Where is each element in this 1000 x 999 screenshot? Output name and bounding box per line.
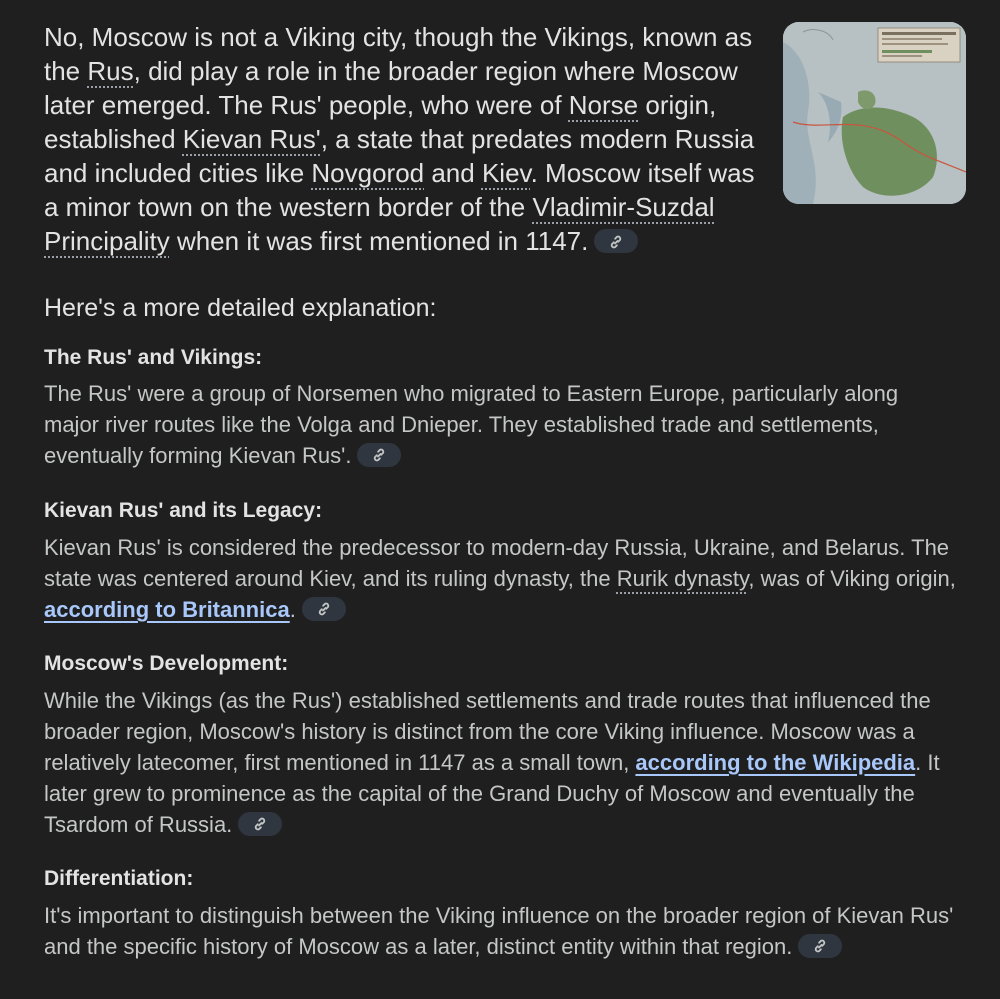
section-text: Kievan Rus' is considered the predecessor to modern-day Russia, Ukraine, and Belarus. The state was centered around Kiev, and its ruling dynasty, the — [44, 535, 950, 591]
section-body-moscow-development — [44, 685, 974, 840]
intro-text: and — [424, 158, 482, 188]
section-body-rus-vikings — [44, 378, 944, 471]
section-text: The Rus' were a group of Norsemen who migrated to Eastern Europe, particularly along major river routes like the Volga and Dnieper. They established trade and settlements, eventually forming Kievan Rus'. — [44, 381, 899, 468]
keyword-rus[interactable]: Rus — [87, 56, 134, 86]
source-link-chip[interactable] — [238, 812, 282, 836]
britannica-link[interactable]: according to Britannica — [44, 597, 290, 622]
section-body-differentiation — [44, 900, 964, 962]
section-body-kievan-legacy — [44, 532, 974, 625]
keyword-norse[interactable]: Norse — [568, 90, 639, 120]
link-icon — [812, 938, 828, 954]
keyword-novgorod[interactable]: Novgorod — [311, 158, 425, 188]
section-text: While the Vikings (as the Rus') established settlements and trade routes that influenced the broader region, Moscow's history is distinct from the core Viking influence. Moscow was a relatively latecomer, first mentioned in 1147 as a small town, — [44, 688, 931, 775]
answer-intro — [44, 20, 772, 258]
intro-text: , a state that predates modern Russia and included cities like — [44, 124, 755, 188]
intro-text: when it was first mentioned in 1147. — [169, 226, 589, 256]
section-text: . It later grew to prominence as the capital of the Grand Duchy of Moscow and eventually the Tsardom of Russia. — [44, 750, 940, 837]
section-title-differentiation: Differentiation: — [44, 867, 194, 890]
intro-text: No, Moscow is not a Viking city, though the Vikings, known as the — [44, 22, 753, 86]
link-icon — [371, 447, 387, 463]
section-title-moscow-development: Moscow's Development: — [44, 652, 289, 675]
map-thumbnail[interactable] — [783, 22, 966, 204]
section-lead: Here's a more detailed explanation: — [44, 294, 437, 322]
section-text: . — [289, 597, 296, 622]
source-link-chip[interactable] — [302, 597, 346, 621]
section-text: , was of Viking origin, — [748, 566, 956, 591]
link-icon — [316, 601, 332, 617]
link-icon — [608, 234, 624, 250]
keyword-rurik-dynasty[interactable]: Rurik dynasty — [616, 566, 749, 591]
link-icon — [252, 816, 268, 832]
source-link-chip[interactable] — [594, 229, 638, 253]
section-title-kievan-legacy: Kievan Rus' and its Legacy: — [44, 499, 323, 522]
source-link-chip[interactable] — [357, 443, 401, 467]
intro-text: . Moscow itself was a minor town on the western border of the — [44, 158, 755, 222]
wikipedia-link[interactable]: according to the Wikipedia — [635, 750, 916, 775]
keyword-vladimir-suzdal[interactable]: Vladimir-Suzdal Principality — [44, 192, 715, 256]
source-link-chip[interactable] — [798, 934, 842, 958]
section-text: It's important to distinguish between the Viking influence on the broader region of Kievan Rus' and the specific history of Moscow as a later, distinct entity within that region. — [44, 903, 954, 959]
intro-text: origin, established — [44, 90, 717, 154]
keyword-kiev[interactable]: Kiev — [481, 158, 531, 188]
section-title-rus-vikings: The Rus' and Vikings: — [44, 346, 263, 369]
intro-text: , did play a role in the broader region where Moscow later emerged. The Rus' people, who were of — [44, 56, 738, 120]
keyword-kievan-rus[interactable]: Kievan Rus' — [182, 124, 321, 154]
